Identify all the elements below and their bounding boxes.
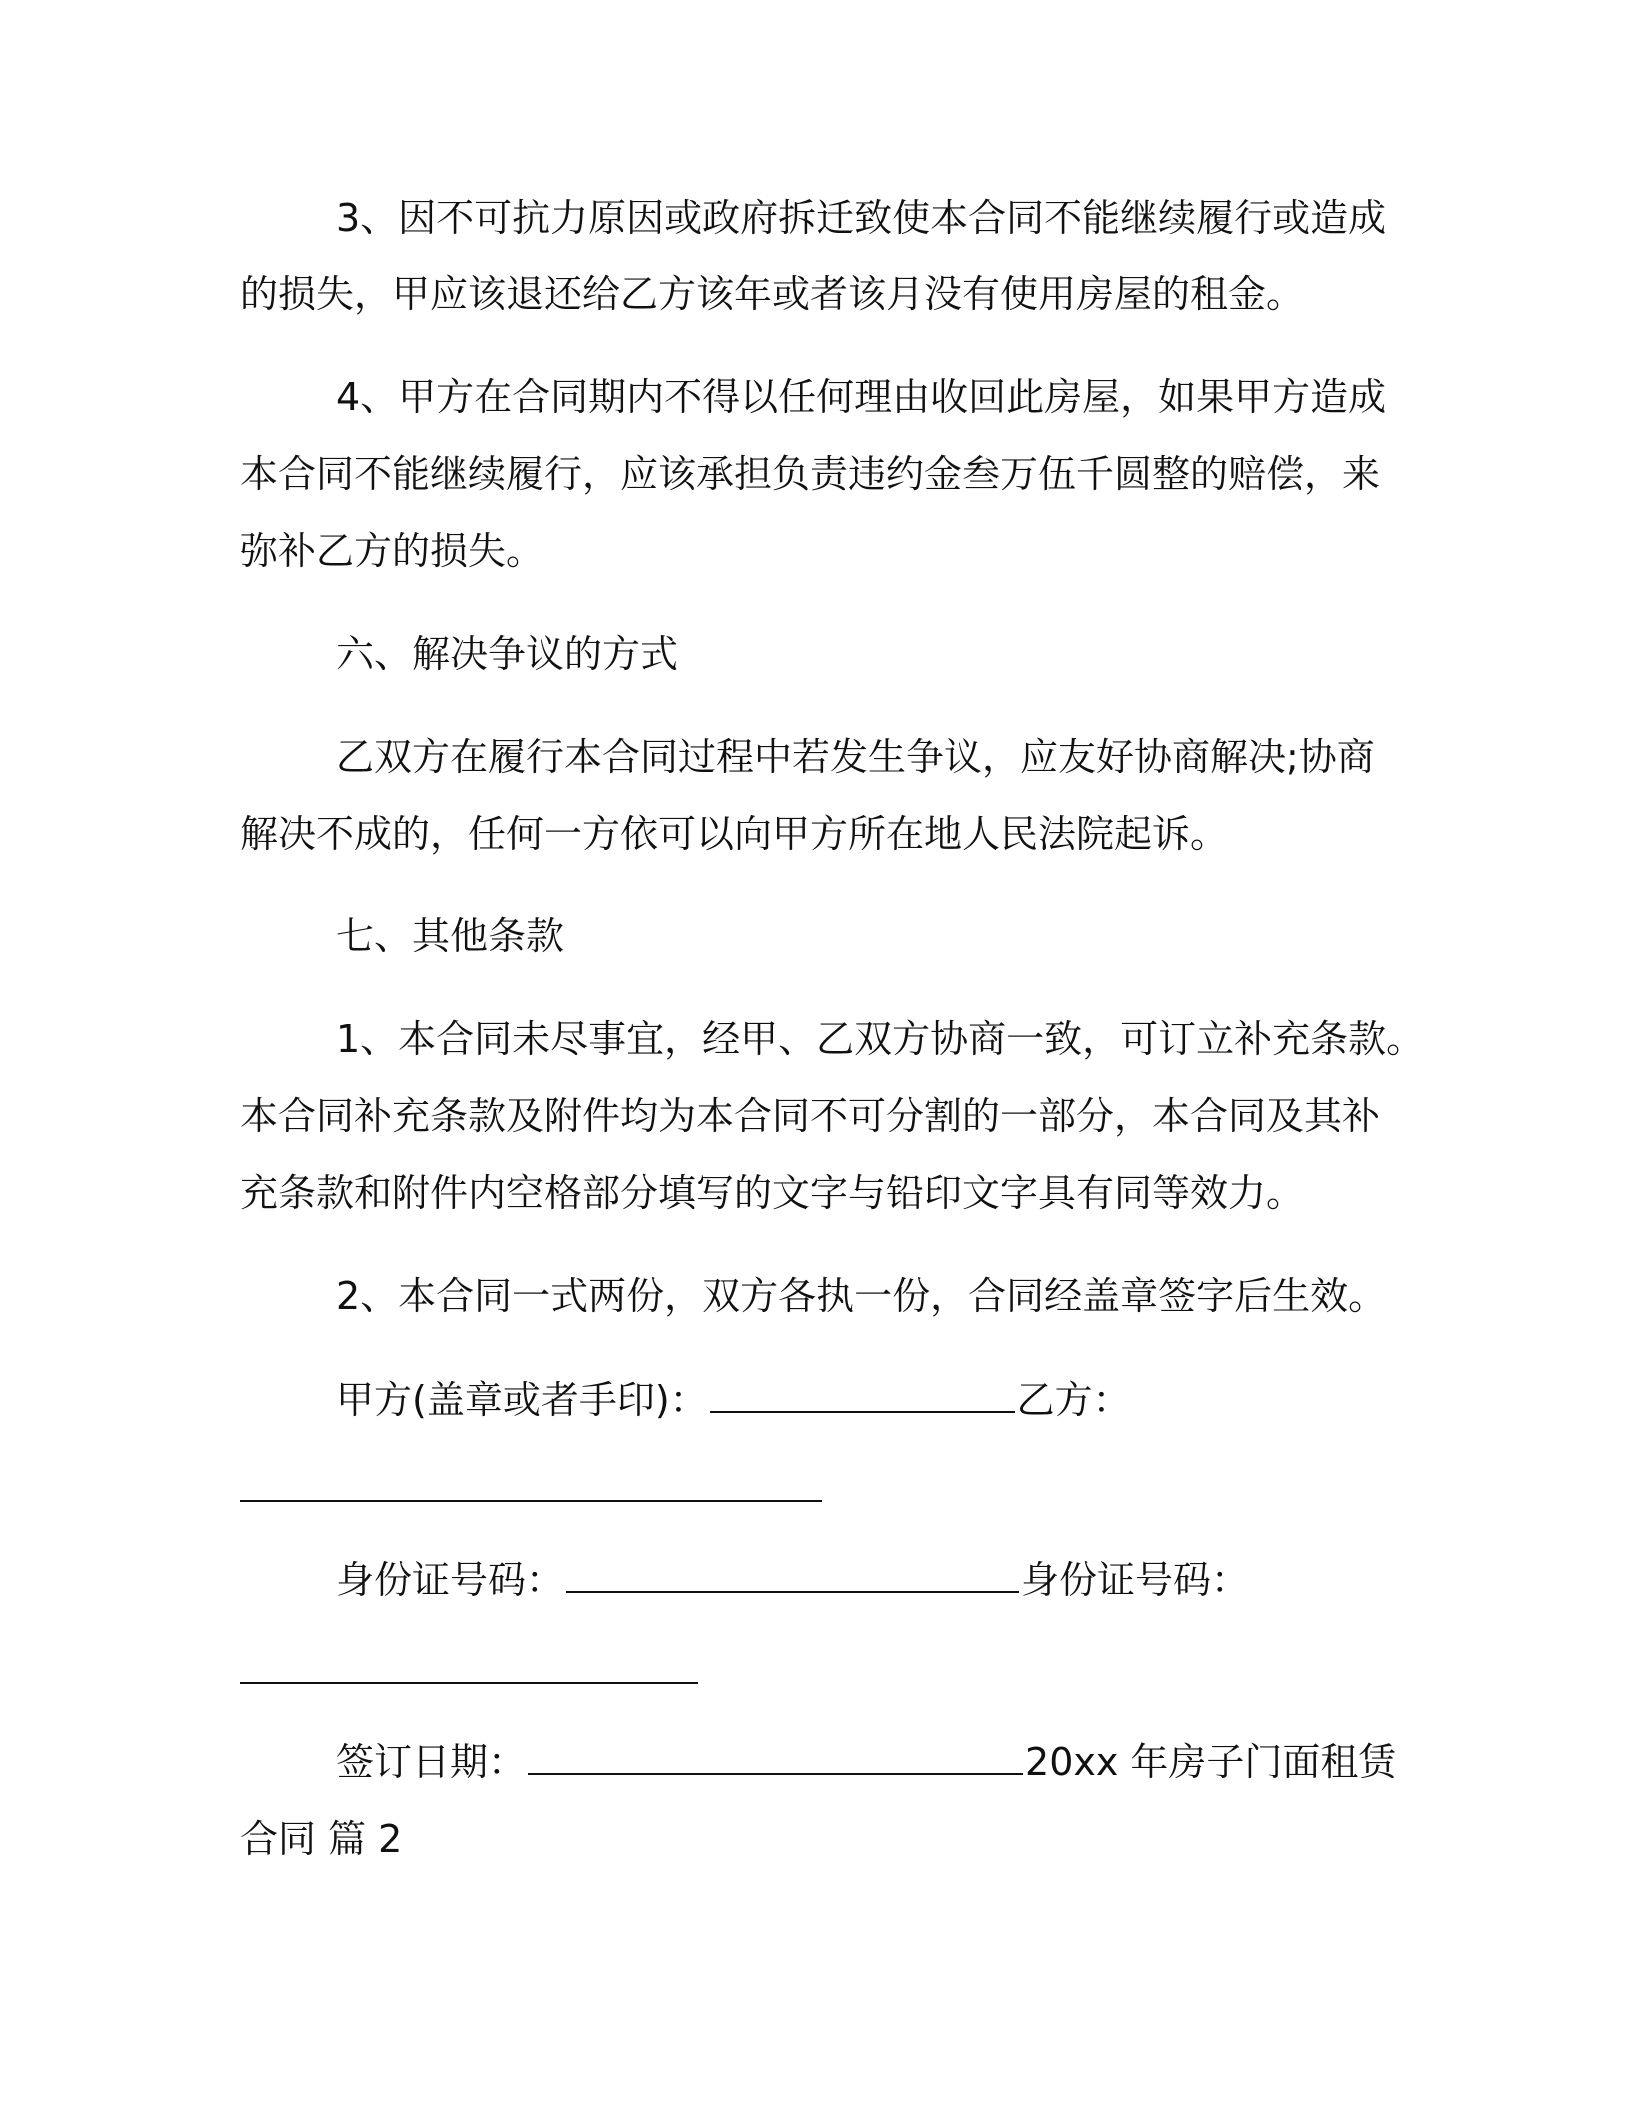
section-6-line-2: 解决不成的，任何一方依可以向甲方所在地人民法院起诉。 bbox=[240, 812, 1229, 856]
clause-4-line-1: 4、甲方在合同期内不得以任何理由收回此房屋，如果甲方造成 bbox=[336, 375, 1387, 419]
clause-4-line-2: 本合同不能继续履行，应该承担负责违约金叁万伍千圆整的赔偿，来 bbox=[240, 452, 1381, 496]
party-a-label: 甲方(盖章或者手印)： bbox=[336, 1378, 708, 1422]
signing-date-line bbox=[336, 1738, 1396, 1786]
section-7-item-1-line-3: 充条款和附件内空格部分填写的文字与铅印文字具有同等效力。 bbox=[240, 1171, 1305, 1215]
section-7-item-1-line-1: 1、本合同未尽事宜，经甲、乙双方协商一致，可订立补充条款。 bbox=[336, 1017, 1425, 1061]
party-a-blank[interactable] bbox=[710, 1377, 1015, 1413]
section-6-line-1: 乙双方在履行本合同过程中若发生争议，应友好协商解决;协商 bbox=[336, 735, 1375, 779]
party-a-signature-line bbox=[336, 1376, 1131, 1424]
next-contract-title-part-1: 20xx 年房子门面租赁 bbox=[1025, 1740, 1397, 1784]
section-7-heading: 七、其他条款 bbox=[336, 914, 565, 958]
id-number-b-blank[interactable] bbox=[240, 1682, 698, 1684]
id-label-b: 身份证号码： bbox=[1021, 1558, 1250, 1602]
signing-date-blank[interactable] bbox=[528, 1739, 1023, 1775]
next-contract-title-part-2: 合同 篇 2 bbox=[240, 1817, 403, 1861]
party-b-label: 乙方： bbox=[1016, 1378, 1131, 1422]
clause-3-line-1: 3、因不可抗力原因或政府拆迁致使本合同不能继续履行或造成 bbox=[336, 196, 1387, 240]
section-6-heading: 六、解决争议的方式 bbox=[336, 632, 679, 676]
date-label: 签订日期： bbox=[336, 1740, 527, 1784]
clause-4-line-3: 弥补乙方的损失。 bbox=[240, 529, 545, 573]
section-7-item-1-line-2: 本合同补充条款及附件均为本合同不可分割的一部分，本合同及其补 bbox=[240, 1094, 1381, 1138]
clause-3-line-2: 的损失，甲应该退还给乙方该年或者该月没有使用房屋的租金。 bbox=[240, 272, 1305, 316]
id-label-a: 身份证号码： bbox=[336, 1558, 565, 1602]
id-number-a-blank[interactable] bbox=[566, 1557, 1019, 1593]
party-b-blank[interactable] bbox=[240, 1500, 822, 1502]
id-number-line bbox=[336, 1556, 1249, 1604]
section-7-item-2: 2、本合同一式两份，双方各执一份，合同经盖章签字后生效。 bbox=[336, 1274, 1387, 1318]
